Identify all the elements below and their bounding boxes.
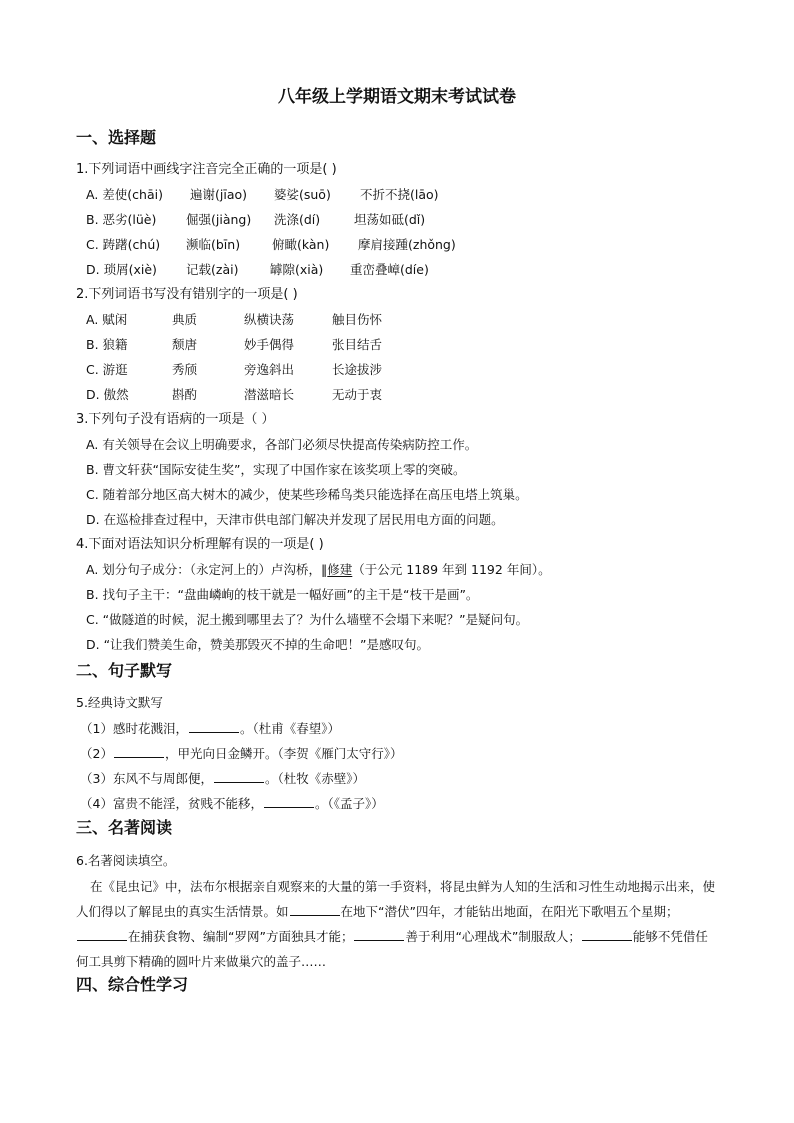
question-1-stem: 1.下列词语中画线字注音完全正确的一项是( ) [76, 162, 337, 177]
question-6-stem: 6.名著阅读填空。 [76, 853, 176, 868]
question-2-option-a[interactable]: A. 赋闲 典质 纵横诀荡 触目伤怀 [86, 312, 383, 327]
question-3-stem: 3.下列句子没有语病的一项是（ ） [76, 412, 275, 427]
question-4-option-c[interactable]: C. “做隧道的时候，泥土搬到哪里去了？为什么墙壁不会塌下来呢？”是疑问句。 [86, 612, 529, 627]
section-heading-comprehensive: 四、综合性学习 [76, 975, 189, 994]
page-title: 八年级上学期语文期末考试试卷 [278, 87, 516, 107]
question-5-line-1: （1）感时花溅泪， 。（杜甫《春望》） [80, 721, 340, 736]
question-2-option-c[interactable]: C. 游逛 秀颀 旁逸斜出 长途拔涉 [86, 362, 383, 377]
question-1-option-d[interactable]: D. 琐屑(xiè) 记载(zài) 罅隙(xià) 重峦叠嶂(díe) [86, 262, 429, 277]
answer-blank[interactable] [77, 927, 127, 941]
question-1-option-a[interactable]: A. 差使(chāi) 遍谢(jīao) 婆娑(suō) 不折不挠(lāo) [86, 187, 439, 202]
question-4-option-a[interactable]: A. 划分句子成分：（永定河上的）卢沟桥，‖修建（于公元 1189 年到 1192 年间）。 [86, 562, 551, 577]
question-4-option-b[interactable]: B. 找句子主干：“盘曲嶙峋的枝干就是一幅好画”的主干是“枝干是画”。 [86, 587, 479, 602]
answer-blank[interactable] [114, 744, 164, 758]
question-3-option-b[interactable]: B. 曹文轩获“国际安徒生奖”，实现了中国作家在该奖项上零的突破。 [86, 462, 466, 477]
question-3-option-c[interactable]: C. 随着部分地区高大树木的减少，使某些珍稀鸟类只能选择在高压电塔上筑巢。 [86, 487, 528, 502]
question-4-option-d[interactable]: D. “让我们赞美生命，赞美那毁灭不掉的生命吧！”是感叹句。 [86, 637, 430, 652]
answer-blank[interactable] [189, 719, 239, 733]
question-4-stem: 4.下面对语法知识分析理解有误的一项是( ) [76, 537, 324, 552]
question-3-option-a[interactable]: A. 有关领导在会议上明确要求，各部门必须尽快提高传染病防控工作。 [86, 437, 478, 452]
section-heading-recitation: 二、句子默写 [76, 661, 173, 680]
answer-blank[interactable] [214, 769, 264, 783]
question-5-line-3: （3）东风不与周郎便， 。（杜牧《赤壁》） [80, 771, 365, 786]
section-heading-choice: 一、选择题 [76, 128, 157, 147]
question-1-option-c[interactable]: C. 踌躇(chú) 濒临(bīn) 俯瞰(kàn) 摩肩接踵(zhǒng) [86, 237, 456, 252]
question-5-line-4: （4）富贵不能淫，贫贱不能移， 。（《孟子》） [80, 796, 384, 811]
answer-blank[interactable] [354, 927, 404, 941]
question-2-stem: 2.下列词语书写没有错别字的一项是( ) [76, 287, 298, 302]
question-3-option-d[interactable]: D. 在巡检排查过程中，天津市供电部门解决并发现了居民用电方面的问题。 [86, 512, 504, 527]
answer-blank[interactable] [264, 794, 314, 808]
question-2-option-d[interactable]: D. 傲然 斟酌 潜滋暗长 无动于衷 [86, 387, 383, 402]
question-2-option-b[interactable]: B. 狼籍 颓唐 妙手偶得 张目结舌 [86, 337, 383, 352]
section-heading-classics: 三、名著阅读 [76, 818, 173, 837]
underlined-predicate: 修建 [327, 562, 353, 577]
question-6-paragraph: 在《昆虫记》中，法布尔根据亲自观察来的大量的第一手资料，将昆虫鲜为人知的生活和习性生动地揭示出来，使人们得以了解昆虫的真实生活情景。如 在地下“潜伏”四年，才能钻出地面，在阳光下歌唱五个星期；在捕获食物、编制“罗网”方面独具才能； 善于利用“心理战术”制服敌人； 能够不凭借任何工具剪下精确的圆叶片来做巢穴的盖子…… [76, 879, 716, 969]
question-5-stem: 5.经典诗文默写 [76, 695, 163, 710]
question-1-option-b[interactable]: B. 恶劣(lüè) 倔强(jiàng) 洗涤(dí) 坦荡如砥(dǐ) [86, 212, 426, 227]
answer-blank[interactable] [290, 902, 340, 916]
question-5-line-2: （2） ，甲光向日金鳞开。（李贺《雁门太守行》） [80, 746, 403, 761]
answer-blank[interactable] [582, 927, 632, 941]
